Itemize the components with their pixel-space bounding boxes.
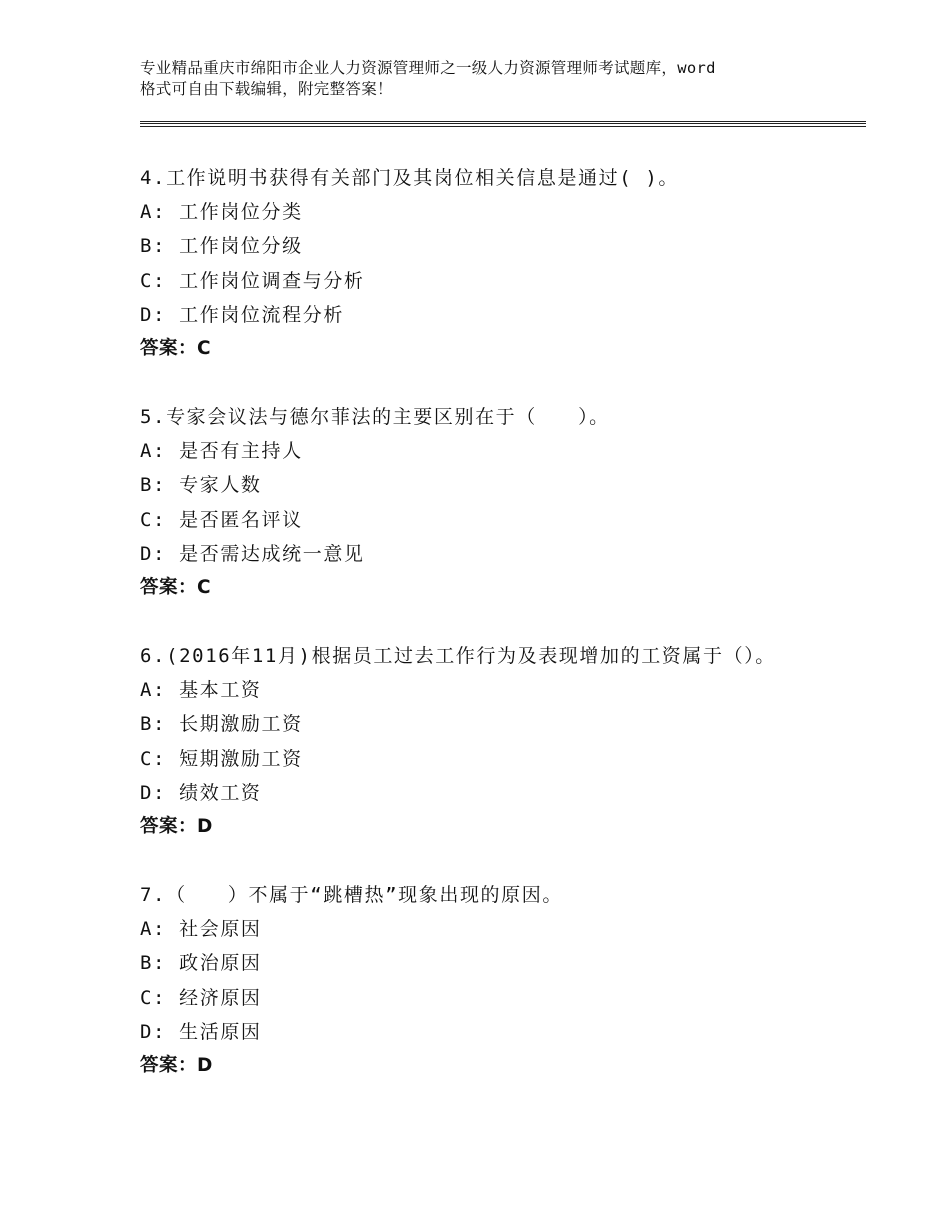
option-c: C: 经济原因 [140, 986, 262, 1009]
answer-text: 答案：D [140, 815, 213, 837]
question-stem: 4.工作说明书获得有关部门及其岗位相关信息是通过( )。 [140, 167, 679, 189]
option-a: A: 基本工资 [140, 679, 262, 702]
answer-text: 答案：C [140, 576, 212, 598]
question-stem: 7.（ ）不属于“跳槽热”现象出现的原因。 [140, 884, 563, 906]
question-7 [140, 878, 880, 1083]
header-line-1: 专业精品重庆市绵阳市企业人力资源管理师之一级人力资源管理师考试题库，word [140, 59, 716, 77]
answer-text: 答案：D [140, 1054, 213, 1076]
option-b: B: 工作岗位分级 [140, 235, 303, 258]
header-line-2: 格式可自由下载编辑，附完整答案！ [140, 80, 393, 98]
header-divider [140, 121, 866, 127]
option-b: B: 长期激励工资 [140, 713, 303, 736]
answer-text: 答案：C [140, 337, 212, 359]
option-b: B: 专家人数 [140, 474, 262, 497]
option-d: D: 工作岗位流程分析 [140, 303, 344, 326]
option-c: C: 工作岗位调查与分析 [140, 269, 365, 292]
option-d: D: 生活原因 [140, 1020, 262, 1043]
question-6 [140, 639, 880, 844]
option-a: A: 是否有主持人 [140, 440, 303, 463]
option-a: A: 社会原因 [140, 918, 262, 941]
question-stem: 6.(2016年11月)根据员工过去工作行为及表现增加的工资属于（）。 [140, 645, 776, 667]
option-d: D: 绩效工资 [140, 781, 262, 804]
option-a: A: 工作岗位分类 [140, 201, 303, 224]
question-stem: 5.专家会议法与德尔菲法的主要区别在于（ ）。 [140, 406, 610, 428]
document-header [140, 58, 840, 100]
question-5 [140, 400, 880, 605]
option-c: C: 短期激励工资 [140, 747, 303, 770]
question-4 [140, 161, 880, 366]
option-c: C: 是否匿名评议 [140, 508, 303, 531]
option-b: B: 政治原因 [140, 952, 262, 975]
option-d: D: 是否需达成统一意见 [140, 542, 365, 565]
